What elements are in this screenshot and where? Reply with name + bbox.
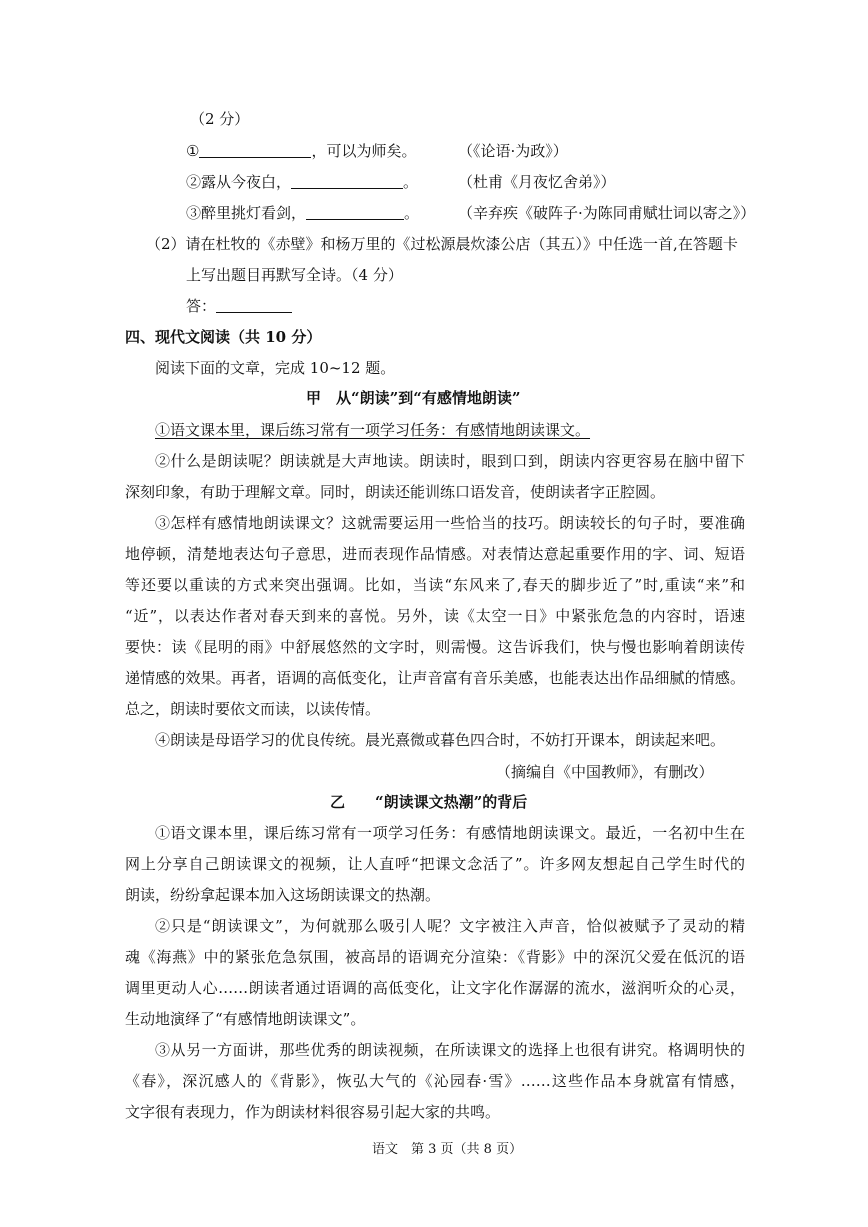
answer-blank[interactable] <box>199 142 311 158</box>
answer-blank[interactable] <box>306 204 404 220</box>
article-jia-title: 甲 从“朗读”到“有感情地朗读” <box>306 389 521 407</box>
article-jia-p3-line: 要快：读《昆明的雨》中舒展悠然的文字时，则需慢。这告诉我们，快与慢也影响着朗读传 <box>125 638 745 656</box>
article-jia-p3-line: ③怎样有感情地朗读课文？这就需要运用一些恰当的技巧。朗读较长的句子时，要准确 <box>155 514 745 532</box>
part2-prompt-line2: 上写出题目再默写全诗。（4 分） <box>186 266 403 284</box>
article-jia-p3-line: 地停顿，清楚地表达句子意思，进而表现作品情感。对表情达意起重要作用的字、词、短语 <box>125 545 745 563</box>
score-label: （2 分） <box>190 110 250 128</box>
article-yi-p1-line: ①语文课本里，课后练习常有一项学习任务：有感情地朗读课文。最近，一名初中生在 <box>155 824 745 842</box>
item-number: ① <box>186 142 200 160</box>
fill-item-1 <box>186 141 416 161</box>
item-source: （杜甫《月夜忆舍弟》） <box>458 173 616 191</box>
item-text: ，可以为师矣。 <box>311 142 417 160</box>
page-footer: 语文 第 3 页（共 8 页） <box>372 1142 523 1157</box>
section-heading: 四、现代文阅读（共 10 分） <box>125 328 322 346</box>
section-instruction: 阅读下面的文章，完成 10~12 题。 <box>155 359 396 377</box>
item-source: （《论语·为政》） <box>458 142 568 160</box>
article-yi-p1-line: 网上分享自己朗读课文的视频，让人直呼“把课文念活了”。许多网友想起自己学生时代的 <box>125 855 745 873</box>
article-yi-p1-line: 朗读，纷纷拿起课本加入这场朗读课文的热潮。 <box>125 886 441 904</box>
article-jia-p3-line: “近”，以表达作者对春天到来的喜悦。另外，读《太空一日》中紧张危急的内容时，语速 <box>125 607 745 625</box>
part2-prompt-line1: （2）请在杜牧的《赤壁》和杨万里的《过松源晨炊漆公店（其五）》中任选一首,在答题卡 <box>146 235 738 253</box>
answer-blank[interactable] <box>216 297 292 313</box>
answer-line <box>186 296 292 316</box>
article-jia-p3-line: 递情感的效果。再者，语调的高低变化，让声音富有音乐美感，也能表达出作品细腻的情感。 <box>125 669 745 687</box>
article-yi-p3-line: ③从另一方面讲，那些优秀的朗读视频，在所读课文的选择上也很有讲究。格调明快的 <box>155 1041 745 1059</box>
article-jia-p3-line: 等还要以重读的方式来突出强调。比如，当读“东风来了,春天的脚步近了”时,重读“来”和 <box>125 576 745 594</box>
article-jia-p2-line: 深刻印象，有助于理解文章。同时，朗读还能训练口语发音，使朗读者字正腔圆。 <box>125 483 666 501</box>
article-jia-p1: ①语文课本里，课后练习常有一项学习任务：有感情地朗读课文。 <box>155 421 591 439</box>
article-yi-p3-line: 《春》，深沉感人的《背影》，恢弘大气的《沁园春·雪》……这些作品本身就富有情感， <box>125 1072 745 1090</box>
answer-label: 答： <box>186 297 217 315</box>
item-end: 。 <box>403 173 419 191</box>
fill-item-3 <box>186 203 419 223</box>
answer-blank[interactable] <box>291 173 403 189</box>
article-yi-p2-line: 调里更动人心……朗读者通过语调的高低变化，让文字化作潺潺的流水，滋润听众的心灵， <box>125 979 745 997</box>
item-text: ②露从今夜白， <box>186 173 292 191</box>
item-end: 。 <box>404 204 420 222</box>
item-source: （辛弃疾《破阵子·为陈同甫赋壮词以寄之》） <box>458 204 756 222</box>
article-yi-title: 乙 “朗读课文热潮”的背后 <box>330 793 528 811</box>
article-jia-p3-line: 总之，朗读时要依文而读，以读传情。 <box>125 700 381 718</box>
article-jia-source: （摘编自《中国教师》，有删改） <box>496 763 714 781</box>
article-jia-p2-line: ②什么是朗读呢？朗读就是大声地读。朗读时，眼到口到，朗读内容更容易在脑中留下 <box>155 452 745 470</box>
article-yi-p2-line: ②只是“朗读课文”，为何就那么吸引人呢？文字被注入声音，恰似被赋予了灵动的精 <box>155 917 745 935</box>
article-yi-p3-line: 文字很有表现力，作为朗读材料很容易引起大家的共鸣。 <box>125 1103 501 1121</box>
article-yi-p2-line: 魂《海燕》中的紧张危急氛围，被高昂的语调充分渲染：《背影》中的深沉父爱在低沉的语 <box>125 948 745 966</box>
item-text: ③醉里挑灯看剑， <box>186 204 307 222</box>
article-jia-p4: ④朗读是母语学习的优良传统。晨光熹微或暮色四合时，不妨打开课本，朗读起来吧。 <box>155 731 726 749</box>
article-yi-p2-line: 生动地演绎了“有感情地朗读课文”。 <box>125 1010 366 1028</box>
fill-item-2 <box>186 172 418 192</box>
